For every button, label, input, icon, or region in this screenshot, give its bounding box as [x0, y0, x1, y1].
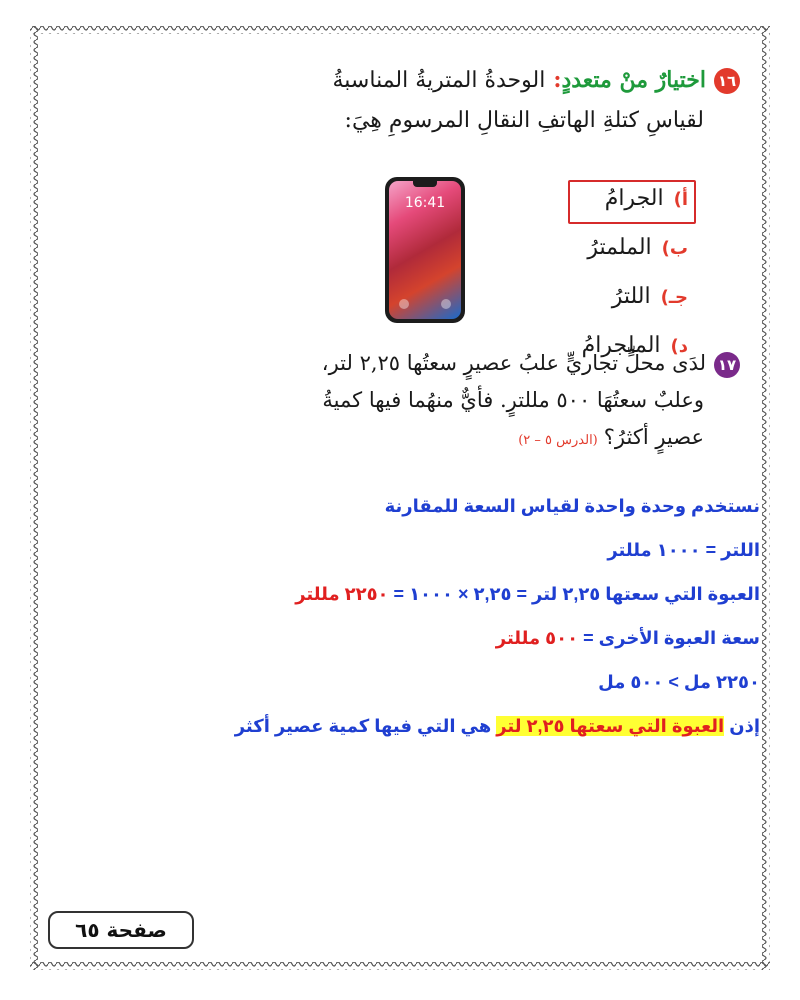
option-d[interactable]: د)الملجرامُ: [581, 333, 688, 358]
solution-line3: العبوة التي سعتها ٢,٢٥ لتر = ٢,٢٥ × ١٠٠٠ = ٢٢٥٠ مللتر: [295, 584, 760, 604]
phone-image: [385, 177, 465, 323]
question-prompt-line2: لقياسِ كتلةِ الهاتفِ النقالِ المرسومِ هِيَ:: [344, 108, 704, 133]
question-text-line3: عصيرٍ أكثرُ؟(الدرس ٥ – ٢): [518, 425, 704, 449]
question-16: [240, 60, 740, 141]
option-a[interactable]: أ)الجرامُ: [582, 176, 688, 225]
question-17: [320, 345, 740, 459]
option-b[interactable]: ب)الملمترُ: [587, 235, 688, 260]
question-number-badge: ١٦: [714, 68, 740, 94]
phone-clock: 16:41: [404, 195, 446, 211]
answer-options: [582, 176, 688, 372]
phone-screen: [389, 181, 461, 319]
phone-notch: [413, 181, 437, 187]
lesson-reference: (الدرس ٥ – ٢): [518, 433, 598, 448]
solution-line2: اللتر = ١٠٠٠ مللتر: [607, 540, 760, 560]
selected-answer-box: [568, 180, 696, 224]
solution-line4: سعة العبوة الأخرى = ٥٠٠ مللتر: [495, 628, 760, 648]
flashlight-icon: [399, 299, 409, 309]
option-c[interactable]: جـ)اللترُ: [611, 284, 688, 309]
question-number-badge: ١٧: [714, 352, 740, 378]
question-prompt: الوحدةُ المتريةُ المناسبةُ: [332, 68, 546, 93]
solution: [60, 484, 760, 748]
question-text-line2: وعلبٌ سعتُهَا ٥٠٠ مللترٍ. فأيٌّ منهُما فيها كميةُ: [322, 388, 704, 412]
question-type-tag: اختيارٌ منْ متعددٍ:: [553, 67, 706, 93]
page-number: صفحة ٦٥: [48, 911, 194, 949]
solution-line5: ٢٢٥٠ مل > ٥٠٠ مل: [598, 672, 760, 692]
question-text-line1: لدَى محلٍّ تجاريٍّ علبُ عصيرٍ سعتُها ٢,٢٥ لتر،: [321, 351, 706, 375]
camera-icon: [441, 299, 451, 309]
solution-conclusion: إذن العبوة التي سعتها ٢,٢٥ لتر هي التي فيها كمية عصير أكثر: [234, 716, 760, 736]
solution-line1: نستخدم وحدة واحدة لقياس السعة للمقارنة: [384, 496, 760, 516]
